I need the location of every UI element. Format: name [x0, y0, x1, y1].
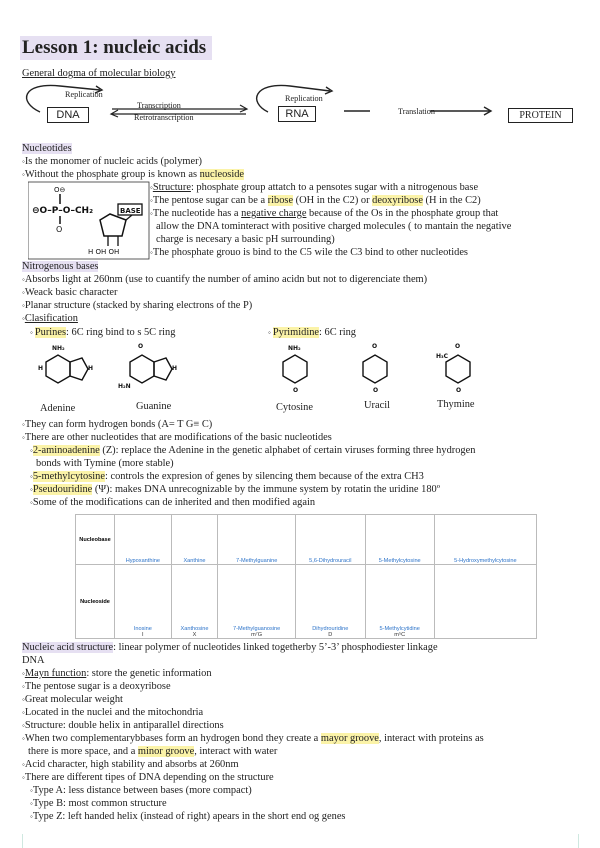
cell-nucleoside: Xanthosine X [171, 565, 218, 639]
list-item: ◦Weack basic character [22, 287, 118, 298]
bases-heading: Nitrogenous bases [22, 261, 99, 272]
nucleotide-sketch [28, 180, 150, 260]
list-item: ◦Structure: double helix in antiparallel directions [22, 720, 224, 731]
list-item: ◦Structure: phosphate group attatch to a pensotes sugar with a nitrogenous base [150, 182, 479, 193]
cell-nucleoside: 7-Methylguanosine m⁷G [218, 565, 296, 639]
list-item: ◦Type Z: left handed helix (instead of right) apears in the short end og genes [30, 811, 346, 822]
svg-text:O: O [56, 225, 63, 234]
svg-text:⊖O–P–O–CH₂: ⊖O–P–O–CH₂ [32, 206, 94, 216]
cell-nucleobase: 7-Methylguanine [218, 515, 296, 565]
rna-box: RNA [278, 106, 316, 122]
structure-line: Nucleic acid structure: linear polymer of nucleotides linked togetherby 5’-3’ phosphodiester linkage [22, 642, 438, 653]
cell-nucleoside: Dihydrouridine D [295, 565, 365, 639]
list-item: ◦Acid character, high stability and absorbs at 260nm [22, 759, 239, 770]
list-item: ◦Great molecular weight [22, 694, 123, 705]
page-edge-mark [578, 834, 579, 848]
cytosine-label: Cytosine [276, 402, 313, 413]
svg-text:O: O [456, 387, 462, 394]
list-item: ◦Planar structure (stacked by sharing electrons of the P) [22, 300, 253, 311]
list-item: ◦5-methylcytosine: controls the expresion of genes by silencing them because of the extra CH3 [30, 471, 424, 482]
svg-text:O: O [455, 343, 461, 350]
dna-heading: DNA [22, 655, 45, 666]
svg-text:H₃C: H₃C [436, 353, 449, 360]
svg-text:O: O [138, 343, 144, 350]
lesson-title: Lesson 1: nucleic acids [20, 36, 212, 60]
list-item: ◦The pentose sugar can be a ribose (OH in the C2) or deoxyribose (H in the C2) [150, 195, 481, 206]
svg-text:H: H [38, 365, 44, 372]
list-item: ◦The phosphate grouo is bind to the C5 wile the C3 bind to other nucleotides [150, 247, 468, 258]
svg-text:NH₂: NH₂ [52, 345, 65, 352]
thymine-label: Thymine [437, 399, 475, 410]
translation-label: Translation [398, 107, 435, 116]
transcription-label: Transcription [137, 101, 181, 110]
nucleotides-heading: Nucleotides [22, 143, 72, 154]
list-item-cont: allow the DNA tominteract with positive charged molecules ( to mantain the negative [156, 221, 512, 232]
dna-box: DNA [47, 107, 89, 123]
guanine-label: Guanine [136, 401, 172, 412]
list-item: ◦ Pyrimidine: 6C ring [268, 327, 356, 338]
list-item: ◦The pentose sugar is a deoxyribose [22, 681, 171, 692]
list-item-cont: bonds with Tymine (more stable) [36, 458, 174, 469]
svg-text:O⊖: O⊖ [54, 186, 66, 194]
list-item-cont: there is more space, and a minor groove, interact with water [28, 746, 278, 757]
list-item: ◦Absorbs light at 260nm (use to cuantify the number of amino acidn but not to digerenciate them) [22, 274, 428, 285]
adenine-label: Adenine [40, 403, 76, 414]
cell-nucleobase: 5,6-Dihydrouracil [295, 515, 365, 565]
modifications-table [75, 514, 537, 639]
svg-text:O: O [293, 387, 299, 394]
replication-label-1: Replication [65, 90, 103, 99]
list-item: ◦2-aminoadenine (Z): replace the Adenine in the genetic alphabet of certain viruses forming three hydrogen [30, 445, 476, 456]
cell-nucleoside: 5-Methylcytidine m⁵C [365, 565, 434, 639]
list-item: ◦When two complementarybbases form an hydrogen bond they create a mayor groove, interact with proteins as [22, 733, 484, 744]
dogma-heading: General dogma of molecular biology [22, 68, 176, 79]
list-item: ◦ Purines: 6C ring bind to s 5C ring [30, 327, 176, 338]
uracil-label: Uracil [364, 400, 390, 411]
page-edge-mark [22, 834, 23, 848]
svg-text:NH₂: NH₂ [288, 345, 301, 352]
list-item: ◦Mayn function: store the genetic information [22, 668, 212, 679]
svg-text:O: O [372, 343, 378, 350]
cell-empty [434, 565, 536, 639]
list-item: ◦Clasification [22, 313, 78, 324]
list-item: ◦Type A: less distance between bases (more compact) [30, 785, 252, 796]
sketch-base-label: BASE [120, 207, 141, 215]
row-header-nucleobase: Nucleobase [76, 515, 115, 565]
svg-text:H OH OH: H OH OH [88, 248, 120, 256]
row-header-nucleoside: Nucleoside [76, 565, 115, 639]
base-structures [0, 340, 600, 402]
list-item: ◦They can form hydrogen bonds (A= T G≡ C) [22, 419, 213, 430]
svg-text:O: O [373, 387, 379, 394]
list-item: ◦Type B: most common structure [30, 798, 167, 809]
list-item: ◦The nucleotide has a negative charge because of the Os in the phosphate group that [150, 208, 499, 219]
cell-nucleoside: Inosine I [115, 565, 172, 639]
list-item-cont: charge is necesary a basic pH surrounding) [156, 234, 335, 245]
list-item: ◦Pseudouridine (Ψ): makes DNA unrecognizable by the immune system by rotatin the uridine 180º [30, 484, 440, 495]
protein-box: PROTEIN [508, 108, 573, 123]
cell-nucleobase: 5-Hydroxymethylcytosine [434, 515, 536, 565]
cell-nucleobase: 5-Methylcytosine [365, 515, 434, 565]
svg-text:H: H [88, 365, 94, 372]
retrotranscription-label: Retrotranscription [134, 113, 194, 122]
list-item: ◦There are different tipes of DNA depending on the structure [22, 772, 274, 783]
svg-text:H: H [172, 365, 178, 372]
list-item: ◦Is the monomer of nucleic acids (polymer) [22, 156, 203, 167]
list-item: ◦Located in the nuclei and the mitochondria [22, 707, 204, 718]
list-item: ◦Without the phosphate group is known as nucleoside [22, 169, 245, 180]
replication-label-2: Replication [285, 94, 323, 103]
cell-nucleobase: Hypoxanthine [115, 515, 172, 565]
list-item: ◦Some of the modifications can de inherited and then modified again [30, 497, 316, 508]
cell-nucleobase: Xanthine [171, 515, 218, 565]
svg-text:H₂N: H₂N [118, 383, 131, 390]
list-item: ◦There are other nucleotides that are modifications of the basic nucleotides [22, 432, 332, 443]
